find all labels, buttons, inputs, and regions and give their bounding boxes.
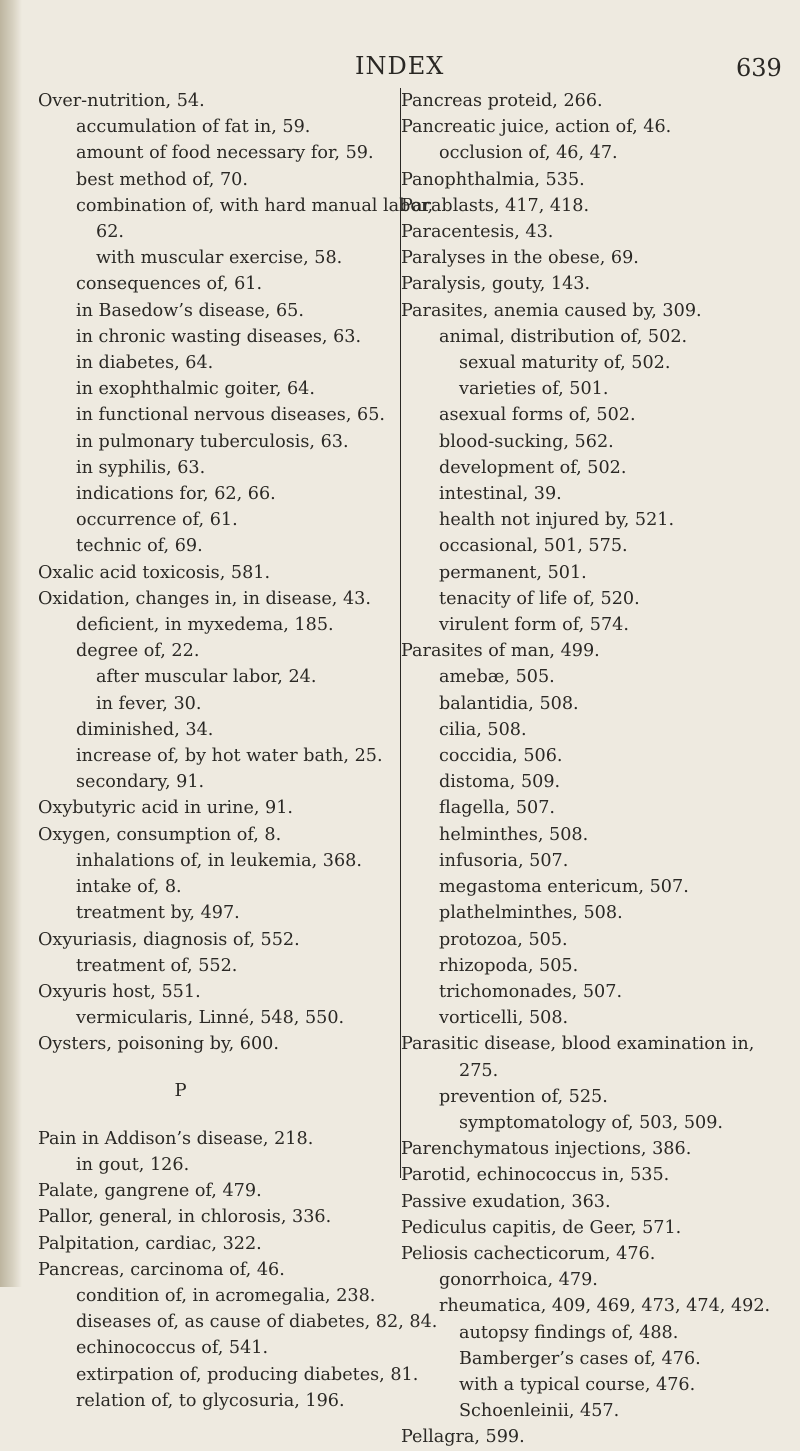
index-subentry: relation of, to glycosuria, 196. bbox=[76, 1390, 345, 1411]
index-subentry: protozoa, 505. bbox=[439, 929, 568, 950]
index-subentry: indications for, 62, 66. bbox=[76, 484, 276, 505]
index-subentry: diseases of, as cause of diabetes, 82, 84. bbox=[76, 1312, 438, 1333]
index-subentry: trichomonades, 507. bbox=[439, 981, 623, 1002]
index-subentry: plathelminthes, 508. bbox=[439, 903, 623, 924]
index-subentry: in diabetes, 64. bbox=[76, 353, 214, 374]
index-subentry: animal, distribution of, 502. bbox=[439, 326, 688, 347]
index-entry: Parasites of man, 499. bbox=[401, 641, 600, 662]
index-subentry: treatment of, 552. bbox=[76, 955, 238, 976]
index-subentry: varieties of, 501. bbox=[459, 379, 609, 400]
index-subentry: in fever, 30. bbox=[96, 693, 202, 714]
index-subentry: blood-sucking, 562. bbox=[439, 431, 614, 452]
index-column-left bbox=[38, 88, 438, 1414]
index-entry: Pancreatic juice, action of, 46. bbox=[401, 117, 672, 138]
index-subentry: rheumatica, 409, 469, 473, 474, 492. bbox=[439, 1296, 771, 1317]
index-subentry: prevention of, 525. bbox=[439, 1086, 608, 1107]
index-entry: Parenchymatous injections, 386. bbox=[401, 1139, 692, 1160]
index-subentry: vermicularis, Linné, 548, 550. bbox=[76, 1008, 345, 1029]
index-subentry: consequences of, 61. bbox=[76, 274, 263, 295]
index-subentry: extirpation of, producing diabetes, 81. bbox=[76, 1364, 419, 1385]
index-subentry: intake of, 8. bbox=[76, 877, 182, 898]
index-subentry: gonorrhoica, 479. bbox=[439, 1270, 598, 1291]
index-entry: Palpitation, cardiac, 322. bbox=[38, 1233, 262, 1254]
index-subentry: sexual maturity of, 502. bbox=[459, 353, 671, 374]
index-subentry: asexual forms of, 502. bbox=[439, 405, 636, 426]
index-subentry: Schoenleinii, 457. bbox=[459, 1401, 620, 1422]
index-subentry: best method of, 70. bbox=[76, 169, 248, 190]
index-entry: Paralysis, gouty, 143. bbox=[401, 274, 591, 295]
index-subentry: intestinal, 39. bbox=[439, 484, 562, 505]
index-subentry: in syphilis, 63. bbox=[76, 457, 206, 478]
index-subentry: inhalations of, in leukemia, 368. bbox=[76, 850, 362, 871]
index-subentry: condition of, in acromegalia, 238. bbox=[76, 1285, 376, 1306]
index-entry: Oxybutyric acid in urine, 91. bbox=[38, 798, 294, 819]
index-subentry: in exophthalmic goiter, 64. bbox=[76, 379, 315, 400]
index-subentry: balantidia, 508. bbox=[439, 693, 579, 714]
index-entry: Pediculus capitis, de Geer, 571. bbox=[401, 1217, 682, 1238]
index-entry: Parablasts, 417, 418. bbox=[401, 195, 590, 216]
index-subentry: cilia, 508. bbox=[439, 719, 527, 740]
index-entry: Parasites, anemia caused by, 309. bbox=[401, 300, 702, 321]
index-subentry: tenacity of life of, 520. bbox=[439, 588, 640, 609]
index-entry: Paracentesis, 43. bbox=[401, 222, 554, 243]
index-entry: Pancreas proteid, 266. bbox=[401, 91, 603, 111]
index-subentry: treatment by, 497. bbox=[76, 903, 240, 924]
index-entry: Parasitic disease, blood examination in, bbox=[401, 1034, 755, 1055]
index-entry: Oxalic acid toxicosis, 581. bbox=[38, 562, 271, 583]
index-subentry: rhizopoda, 505. bbox=[439, 955, 579, 976]
page-header bbox=[0, 52, 800, 82]
index-subentry: with a typical course, 476. bbox=[459, 1374, 696, 1395]
index-subentry: infusoria, 507. bbox=[439, 850, 569, 871]
index-subentry: occlusion of, 46, 47. bbox=[439, 143, 618, 164]
index-subentry: diminished, 34. bbox=[76, 719, 214, 740]
index-subentry: flagella, 507. bbox=[439, 798, 556, 819]
index-column-right bbox=[400, 88, 793, 1448]
index-subentry: 275. bbox=[459, 1060, 499, 1081]
index-entry: Pancreas, carcinoma of, 46. bbox=[38, 1259, 285, 1280]
index-entry: Over-nutrition, 54. bbox=[38, 91, 205, 111]
index-subentry: secondary, 91. bbox=[76, 772, 205, 793]
index-subentry: Bamberger’s cases of, 476. bbox=[459, 1348, 701, 1369]
index-subentry: coccidia, 506. bbox=[439, 746, 563, 767]
index-subentry: permanent, 501. bbox=[439, 562, 587, 583]
index-subentry: in functional nervous diseases, 65. bbox=[76, 405, 385, 426]
index-subentry: in chronic wasting diseases, 63. bbox=[76, 326, 362, 347]
index-subentry: occurrence of, 61. bbox=[76, 510, 238, 531]
index-entry: Parotid, echinococcus in, 535. bbox=[401, 1165, 670, 1186]
index-entry: Palate, gangrene of, 479. bbox=[38, 1181, 262, 1202]
index-subentry: with muscular exercise, 58. bbox=[96, 248, 343, 269]
index-entry: Peliosis cachecticorum, 476. bbox=[401, 1243, 656, 1264]
index-subentry: helminthes, 508. bbox=[439, 824, 589, 845]
page-edge-shadow bbox=[0, 0, 22, 1287]
index-subentry: health not injured by, 521. bbox=[439, 510, 675, 531]
index-subentry: in Basedow’s disease, 65. bbox=[76, 300, 304, 321]
index-subentry: technic of, 69. bbox=[76, 536, 203, 557]
index-subentry: after muscular labor, 24. bbox=[96, 667, 317, 688]
index-subentry: increase of, by hot water bath, 25. bbox=[76, 746, 383, 767]
index-subentry: in pulmonary tuberculosis, 63. bbox=[76, 431, 349, 452]
index-entry: Paralyses in the obese, 69. bbox=[401, 248, 639, 269]
index-subentry: deficient, in myxedema, 185. bbox=[76, 615, 334, 636]
index-entry: Pellagra, 599. bbox=[401, 1427, 525, 1448]
section-letter: P bbox=[174, 1079, 187, 1101]
index-subentry: megastoma entericum, 507. bbox=[439, 877, 689, 898]
index-subentry: distoma, 509. bbox=[439, 772, 561, 793]
index-subentry: 62. bbox=[96, 222, 124, 243]
index-subentry: vorticelli, 508. bbox=[439, 1008, 569, 1029]
index-subentry: symptomatology of, 503, 509. bbox=[459, 1112, 724, 1133]
index-entry: Oxygen, consumption of, 8. bbox=[38, 824, 282, 845]
index-entry: Pain in Addison’s disease, 218. bbox=[38, 1128, 314, 1149]
index-subentry: in gout, 126. bbox=[76, 1154, 190, 1175]
index-entry: Oysters, poisoning by, 600. bbox=[38, 1034, 279, 1055]
running-title: INDEX bbox=[355, 52, 445, 80]
index-subentry: degree of, 22. bbox=[76, 641, 200, 662]
page-number: 639 bbox=[736, 54, 782, 82]
index-entry: Oxyuris host, 551. bbox=[38, 981, 201, 1002]
index-subentry: virulent form of, 574. bbox=[439, 615, 629, 636]
index-entry: Oxyuriasis, diagnosis of, 552. bbox=[38, 929, 300, 950]
index-entry: Passive exudation, 363. bbox=[401, 1191, 611, 1212]
index-subentry: amount of food necessary for, 59. bbox=[76, 143, 374, 164]
index-subentry: amebæ, 505. bbox=[439, 667, 555, 688]
index-entry: Pallor, general, in chlorosis, 336. bbox=[38, 1207, 332, 1228]
index-subentry: accumulation of fat in, 59. bbox=[76, 117, 311, 138]
index-subentry: occasional, 501, 575. bbox=[439, 536, 628, 557]
index-subentry: autopsy findings of, 488. bbox=[459, 1322, 679, 1343]
index-entry: Panophthalmia, 535. bbox=[401, 169, 585, 190]
index-subentry: combination of, with hard manual labor, bbox=[76, 195, 434, 216]
index-subentry: echinococcus of, 541. bbox=[76, 1338, 269, 1359]
index-subentry: development of, 502. bbox=[439, 457, 627, 478]
index-entry: Oxidation, changes in, in disease, 43. bbox=[38, 588, 371, 609]
